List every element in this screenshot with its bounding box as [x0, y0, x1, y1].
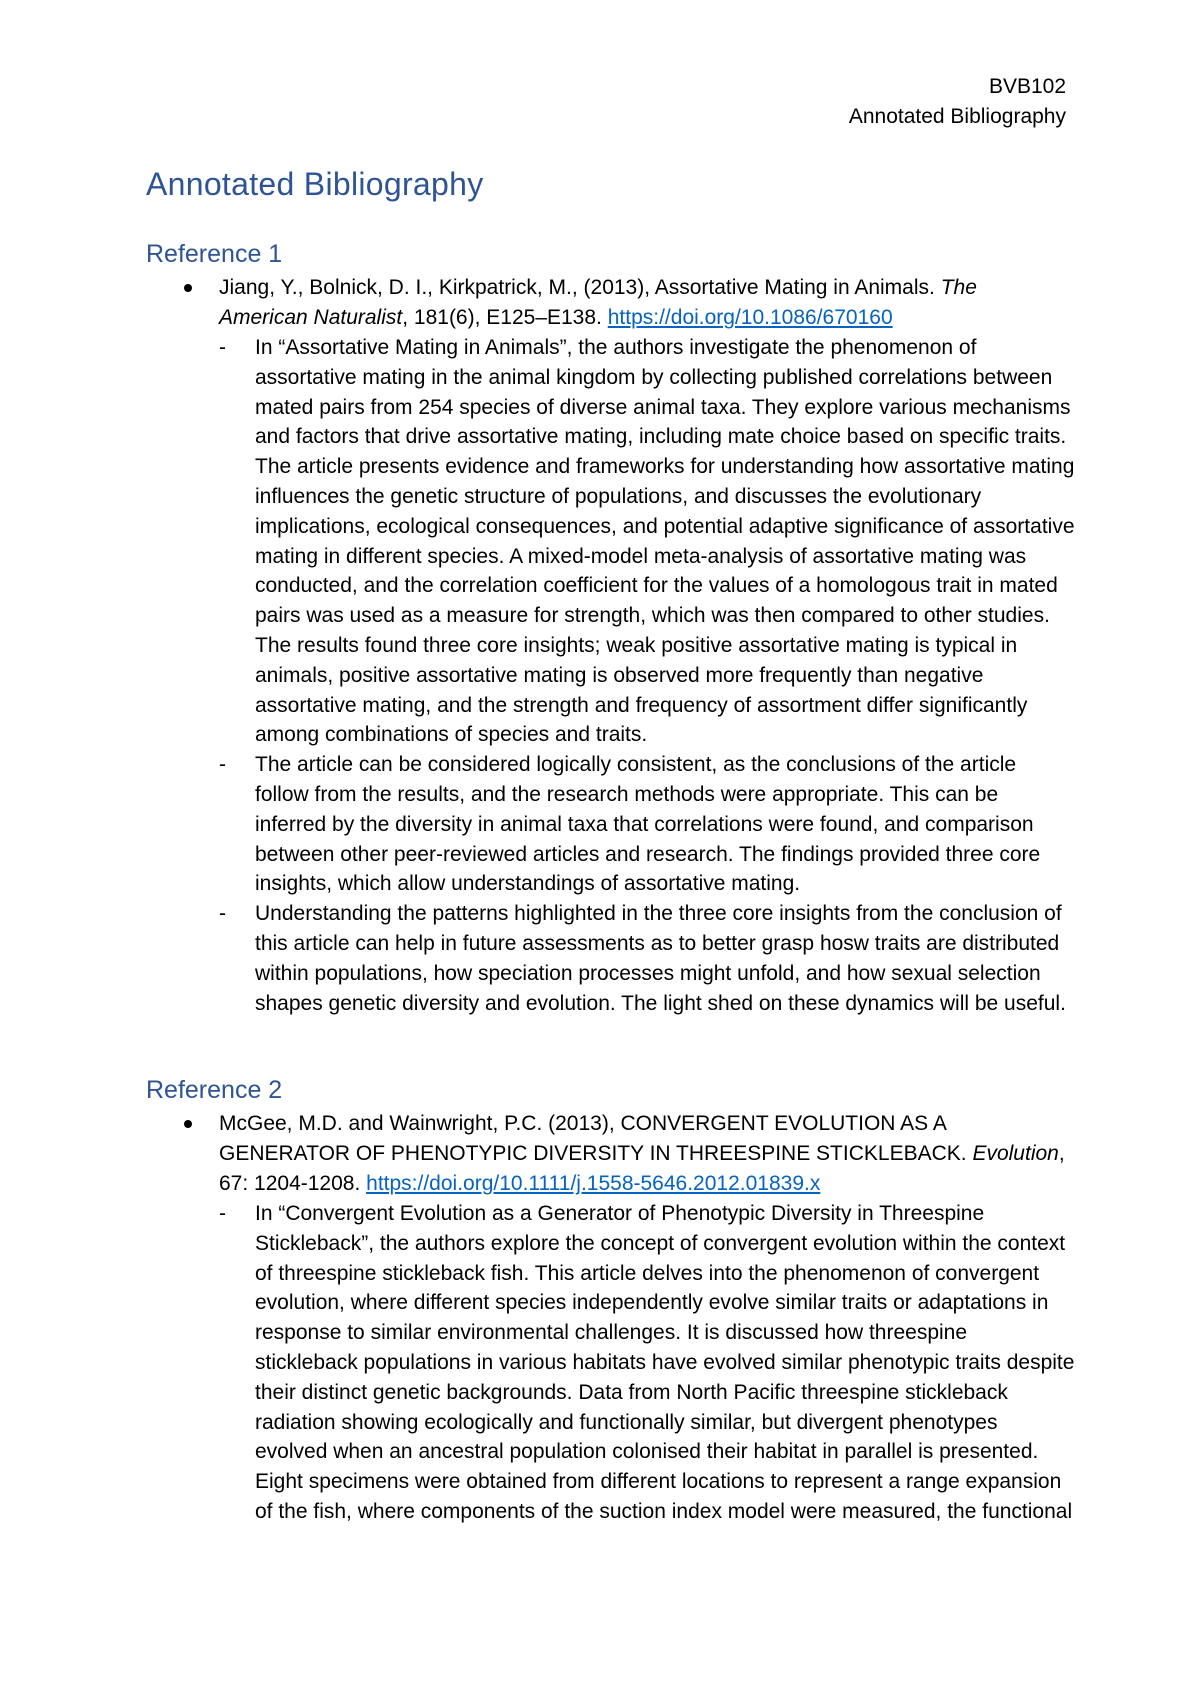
reference-2-details: , 67: 1204-1208.: [219, 1142, 1065, 1195]
reference-2-authors: McGee, M.D. and Wainwright, P.C. (2013), CONVERGENT EVOLUTION AS A GENERATOR OF PHENOTYPIC DIVERSITY IN THREESPINE STICKLEBACK.: [219, 1112, 967, 1165]
page-header: [849, 72, 1066, 132]
reference-1-heading: Reference 1: [146, 240, 283, 268]
reference-2-journal: Evolution: [972, 1142, 1059, 1165]
bullet-icon: [184, 284, 192, 292]
reference-1-annotations: [219, 333, 1075, 1018]
dash-icon: -: [219, 902, 226, 926]
bullet-icon: [184, 1120, 192, 1128]
annotation-item: [219, 333, 1075, 750]
reference-2-doi-link[interactable]: https://doi.org/10.1111/j.1558-5646.2012.01839.x: [366, 1172, 821, 1195]
document-title: Annotated Bibliography: [146, 166, 484, 202]
annotation-text: In “Assortative Mating in Animals”, the authors investigate the phenomenon of assortative mating in the animal kingdom by collecting published correlations between mated pairs from 254 species of diverse animal taxa. They explore various mechanisms and factors that drive assortative mating, including mate choice based on specific traits. The article presents evidence and frameworks for understanding how assortative mating influences the genetic structure of populations, and discusses the evolutionary implications, ecological consequences, and potential adaptive significance of assortative mating in different species. A mixed-model meta-analysis of assortative mating was conducted, and the correlation coefficient for the values of a homologous trait in mated pairs was used as a measure for strength, which was then compared to other studies. The results found three core insights; weak positive assortative mating is typical in animals, positive assortative mating is observed more frequently than negative assortative mating, and the strength and frequency of assortment differ significantly among combinations of species and traits.: [255, 336, 1075, 747]
reference-2-citation: [219, 1109, 1069, 1199]
dash-icon: -: [219, 753, 226, 777]
annotation-text: In “Convergent Evolution as a Generator of Phenotypic Diversity in Threespine Stickleback”, the authors explore the concept of convergent evolution within the context of threespine stickleback fish. This article delves into the phenomenon of convergent evolution, where different species independently evolve similar traits or adaptations in response to similar environmental challenges. It is discussed how threespine stickleback populations in various habitats have evolved similar phenotypic traits despite their distinct genetic backgrounds. Data from North Pacific threespine stickleback radiation showing ecologically and functionally similar, but divergent phenotypes evolved when an ancestral population colonised their habitat in parallel is presented. Eight specimens were obtained from different locations to represent a range expansion of the fish, where components of the suction index model were measured, the functional: [255, 1202, 1075, 1523]
reference-1-citation: [219, 273, 1069, 333]
annotation-item: [219, 1199, 1075, 1527]
annotation-item: [219, 750, 1075, 899]
header-doc-label: Annotated Bibliography: [848, 105, 1066, 128]
reference-1-journal: The American Naturalist: [219, 276, 977, 329]
reference-1-doi-link[interactable]: https://doi.org/10.1086/670160: [607, 306, 893, 329]
annotation-item: [219, 899, 1075, 1018]
annotation-text: The article can be considered logically consistent, as the conclusions of the article follow from the results, and the research methods were appropriate. This can be inferred by the diversity in animal taxa that correlations were found, and comparison between other peer-reviewed articles and research. The findings provided three core insights, which allow understandings of assortative mating.: [255, 753, 1041, 896]
reference-1-authors: Jiang, Y., Bolnick, D. I., Kirkpatrick, M., (2013), Assortative Mating in Animals.: [219, 276, 935, 299]
reference-1-details: , 181(6), E125–E138.: [402, 306, 602, 329]
reference-2-heading: Reference 2: [146, 1076, 283, 1104]
course-code: BVB102: [988, 75, 1066, 98]
annotation-text: Understanding the patterns highlighted in the three core insights from the conclusion of this article can help in future assessments as to better grasp hosw traits are distributed within populations, how speciation processes might unfold, and how sexual selection shapes genetic diversity and evolution. The light shed on these dynamics will be useful.: [255, 902, 1066, 1015]
reference-2-annotations: [219, 1199, 1075, 1527]
dash-icon: -: [219, 336, 226, 359]
dash-icon: -: [219, 1202, 226, 1225]
